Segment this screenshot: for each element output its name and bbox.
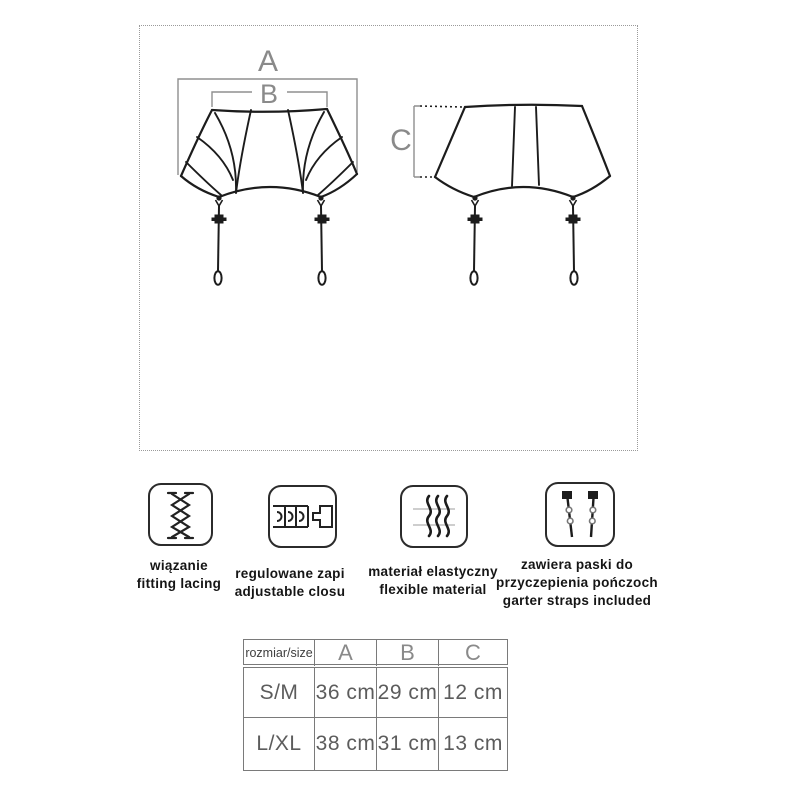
feature-label-straps xyxy=(467,556,687,610)
size-table-header-a: A xyxy=(315,640,377,666)
feature-label-line: fitting lacing xyxy=(136,576,222,591)
front-view-seams xyxy=(186,110,353,195)
size-table-row-lxl-size: L/XL xyxy=(244,718,315,770)
flexible-glyph xyxy=(402,487,466,546)
size-table-header-c: C xyxy=(465,640,481,665)
size-table-row-sm-c: 12 cm xyxy=(439,668,507,718)
lacing-icon xyxy=(148,483,213,546)
size-table-row-lxl-a: 38 cm xyxy=(315,718,377,770)
garter-straps-icon xyxy=(545,482,615,547)
size-table-row-sm-size: S/M xyxy=(244,668,315,718)
lacing-glyph xyxy=(150,485,211,544)
size-table-row-sm-a: 36 cm xyxy=(315,668,377,718)
size-table-header-size: rozmiar/size xyxy=(244,640,315,666)
size-table-row-sm-b: 29 cm xyxy=(377,668,439,718)
feature-label-line: zawiera paski do xyxy=(520,557,634,572)
measure-c-label: C xyxy=(390,124,412,157)
adjustable-closure-icon xyxy=(268,485,337,548)
garter-belt-diagram xyxy=(139,25,636,449)
side-garter-straps xyxy=(468,195,581,284)
feature-label-line: wiązanie xyxy=(150,558,208,573)
feature-label-line: przyczepienia pończoch xyxy=(496,575,658,590)
side-view-drawing xyxy=(435,105,610,197)
size-table-header xyxy=(243,639,508,665)
size-table-header-b: B xyxy=(377,640,439,666)
feature-label-line: adjustable closu xyxy=(234,584,346,599)
size-table-row-lxl-c: 13 cm xyxy=(443,732,503,755)
size-table-row-lxl-b: 31 cm xyxy=(377,718,439,770)
closure-glyph xyxy=(270,487,335,546)
feature-label-line: regulowane zapi xyxy=(235,566,345,581)
feature-label-line: garter straps included xyxy=(502,593,652,608)
measure-c-bracket xyxy=(414,106,462,177)
flexible-material-icon xyxy=(400,485,468,548)
straps-glyph xyxy=(547,484,613,545)
feature-label-line: materiał elastyczny xyxy=(368,564,498,579)
front-garter-straps xyxy=(212,195,330,284)
size-table-body xyxy=(243,667,508,771)
feature-label-line: flexible material xyxy=(379,582,487,597)
measure-b-label: B xyxy=(259,79,279,109)
measure-a-label: A xyxy=(257,45,279,78)
